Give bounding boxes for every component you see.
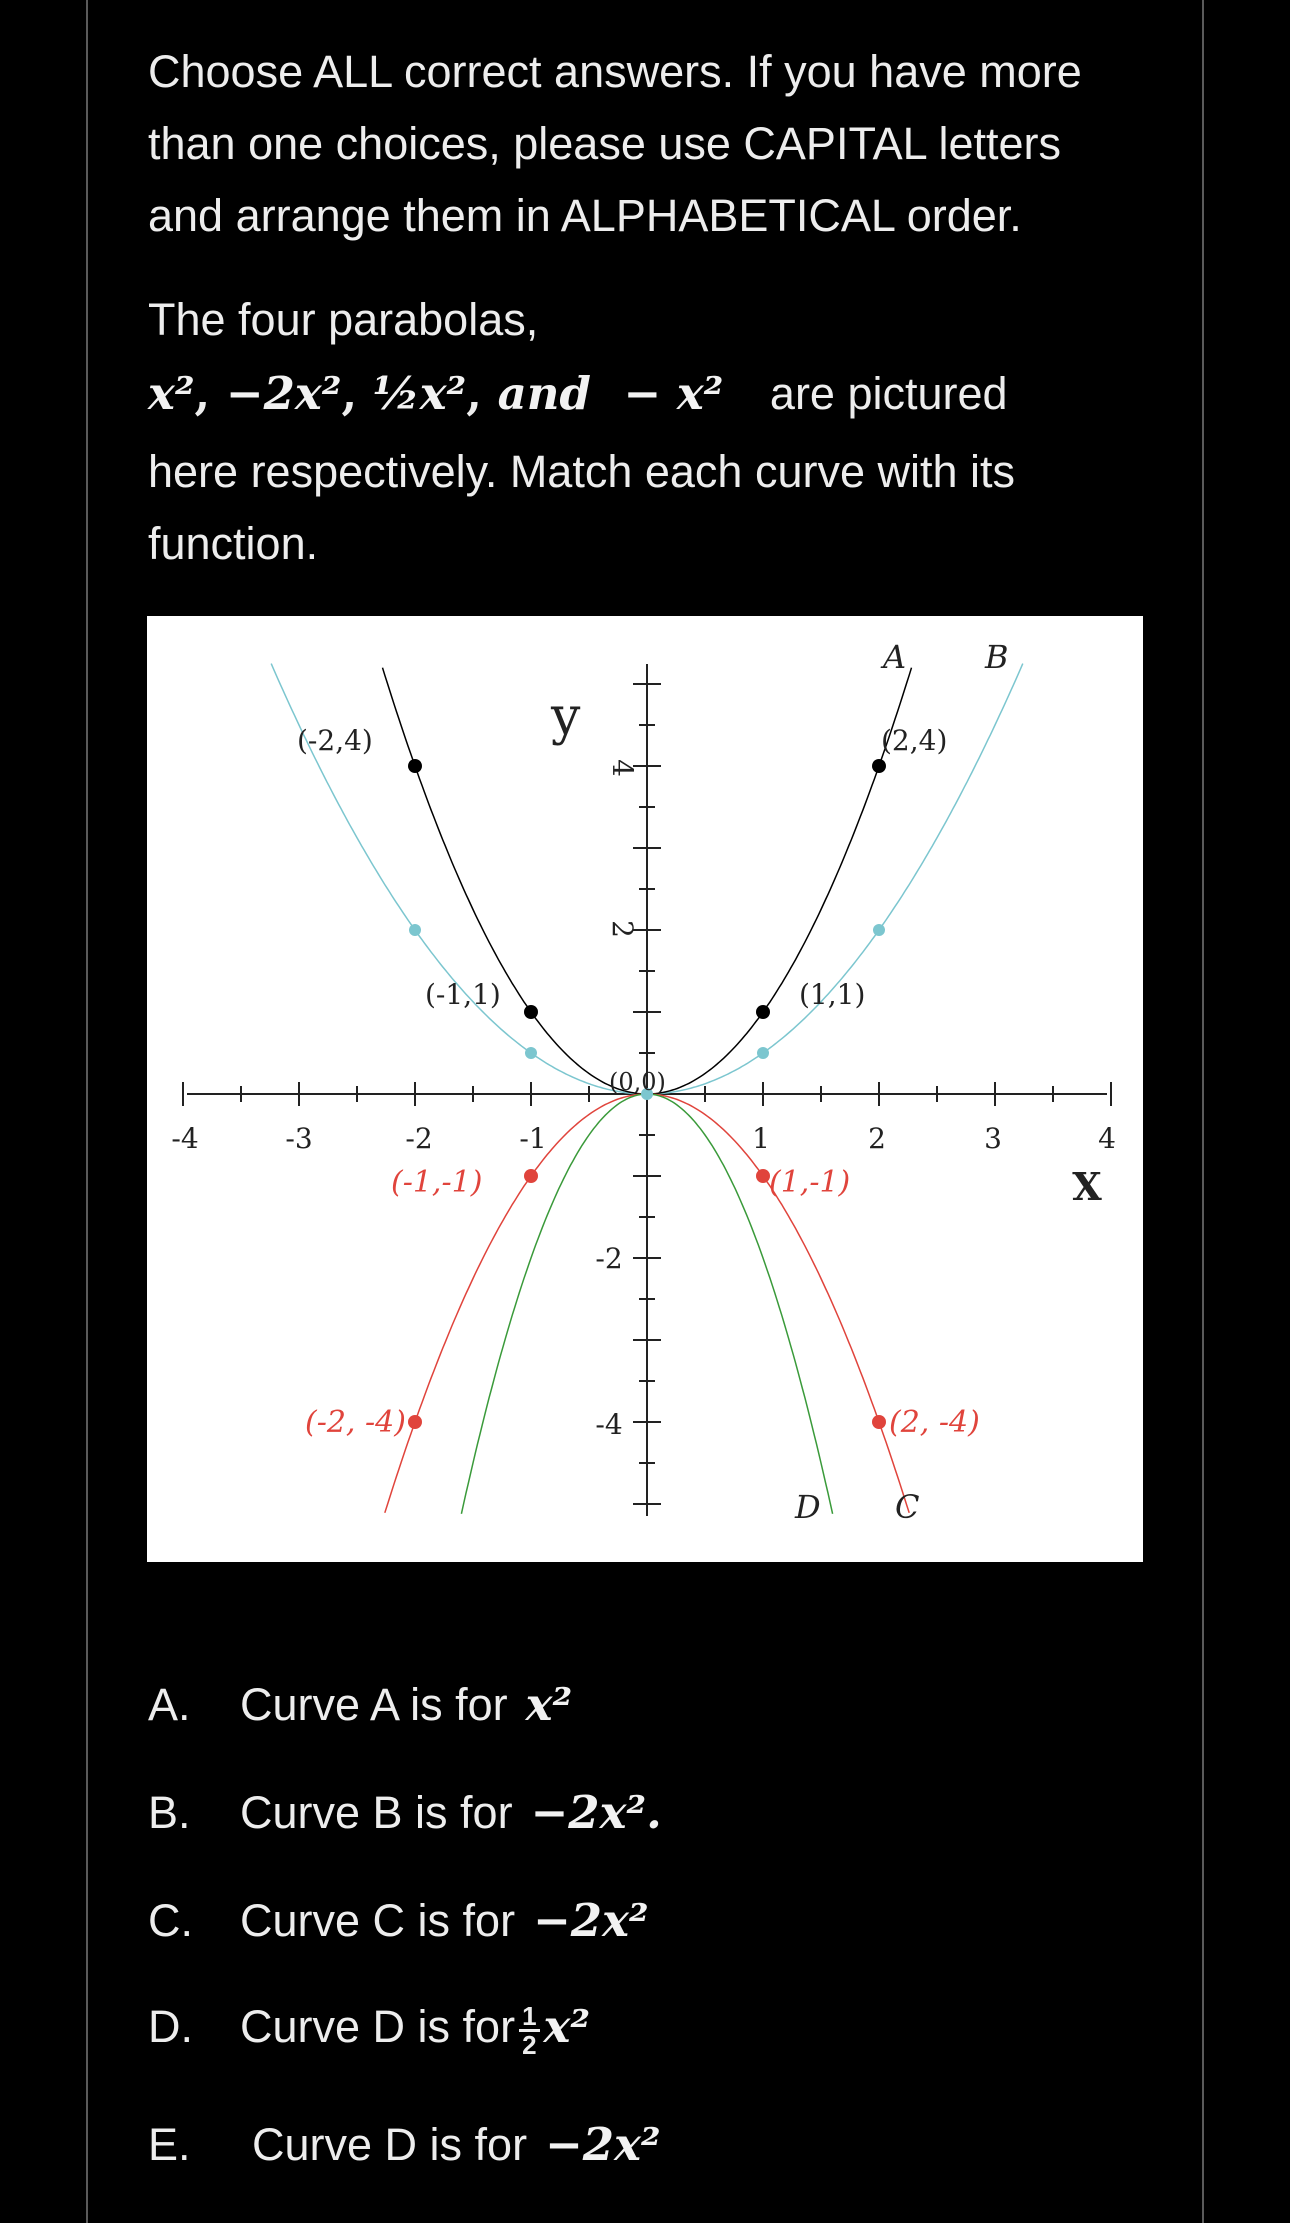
red-point-labels — [305, 1165, 980, 1440]
choice-math: −2x² — [545, 2118, 661, 2171]
x-tick-label: -4 — [171, 1122, 199, 1155]
curve-c-point — [524, 1169, 538, 1183]
x-tick-label: 4 — [1098, 1122, 1116, 1155]
x-axis-label: X — [1072, 1164, 1102, 1209]
curve-c-point — [756, 1169, 770, 1183]
prompt-line-1: The four parabolas, — [148, 294, 539, 345]
label-origin: (0,0) — [609, 1068, 666, 1096]
choice-a[interactable] — [148, 1678, 572, 1731]
curve-b-point — [757, 1047, 769, 1059]
fraction-numerator: 1 — [519, 2003, 539, 2032]
x-tick-label: 1 — [752, 1122, 770, 1155]
curve-c-point — [872, 1415, 886, 1429]
curve-label-d: D — [795, 1488, 821, 1526]
label-neg2-4: (-2,4) — [297, 724, 373, 757]
tick-labels — [171, 759, 1116, 1441]
choice-text: Curve C is for — [240, 1895, 516, 1946]
choice-text: Curve B is for — [240, 1787, 513, 1838]
prompt-functions-line: x², −2x², ½x², and − x² are pictured — [148, 367, 1008, 420]
curve-label-b: B — [985, 638, 1009, 676]
fraction-denominator: 2 — [522, 2029, 537, 2060]
x-tick-label: 2 — [868, 1122, 886, 1155]
choice-letter: C. — [148, 1895, 193, 1946]
fn-neg-x-squared: − x² — [623, 367, 724, 420]
label-pos2-4: (2,4) — [881, 724, 948, 757]
curve-b-point — [873, 924, 885, 936]
choice-d[interactable] — [148, 2000, 590, 2058]
fn-x-squared: x² — [148, 367, 195, 420]
choice-text: Curve D is for — [252, 2119, 528, 2170]
choice-math: x² — [525, 1678, 573, 1731]
curve-label-c: C — [895, 1488, 920, 1526]
graph-svg — [147, 616, 1143, 1562]
label-neg1-1: (-1,1) — [425, 978, 501, 1011]
curve-label-a: A — [883, 638, 907, 676]
choice-letter: E. — [148, 2119, 191, 2170]
curve-b-point — [409, 924, 421, 936]
y-axis-label: y — [551, 687, 581, 747]
label-pos2-neg4: (2, -4) — [889, 1405, 980, 1440]
choice-math: −2x². — [530, 1786, 662, 1839]
prompt-line-4: function. — [148, 518, 319, 569]
point-labels — [297, 724, 947, 1096]
choice-math: −2x² — [533, 1894, 649, 1947]
instructions-text: Choose ALL correct answers. If you have more than one choices, please use CAPITAL letters and arrange them in ALPHABETICAL order. — [148, 46, 1082, 241]
left-border-rule — [86, 0, 88, 2223]
label-neg1-neg1: (-1,-1) — [391, 1165, 483, 1200]
y-tick-label: -4 — [595, 1408, 623, 1441]
x-tick-label: -3 — [285, 1122, 313, 1155]
curve-labels — [794, 638, 1009, 1526]
x-tick-label: -2 — [405, 1122, 433, 1155]
y-tick-label: 4 — [606, 759, 639, 777]
label-neg2-neg4: (-2, -4) — [305, 1405, 406, 1440]
choice-letter: D. — [148, 2001, 193, 2052]
curve-a-point — [408, 759, 422, 773]
choice-letter: A. — [148, 1679, 191, 1730]
fn-neg2-x-squared: −2x² — [225, 367, 342, 420]
choice-math: x² — [543, 2000, 591, 2053]
curve-c-point — [408, 1415, 422, 1429]
choice-text: Curve D is for — [240, 2001, 516, 2052]
prompt-after-text: are pictured — [769, 368, 1008, 419]
x-tick-label: -1 — [519, 1122, 547, 1155]
fn-and-word: and — [497, 367, 591, 420]
label-pos1-neg1: (1,-1) — [769, 1165, 851, 1200]
prompt-line-3: here respectively. Match each curve with its — [148, 446, 1016, 497]
y-tick-label: -2 — [595, 1242, 623, 1275]
parabola-graph — [147, 616, 1143, 1562]
y-tick-label: 2 — [606, 920, 639, 938]
half-fraction — [519, 2000, 539, 2060]
curve-a-point — [524, 1005, 538, 1019]
right-border-rule — [1202, 0, 1204, 2223]
choice-letter: B. — [148, 1787, 191, 1838]
fn-half-x-squared: ½x² — [372, 367, 467, 420]
choice-e[interactable] — [148, 2118, 661, 2171]
x-tick-label: 3 — [984, 1122, 1002, 1155]
choice-b[interactable] — [148, 1786, 662, 1839]
curve-a-point — [872, 759, 886, 773]
choice-c[interactable] — [148, 1894, 649, 1947]
curve-a-point — [756, 1005, 770, 1019]
choice-text: Curve A is for — [240, 1679, 508, 1730]
label-pos1-1: (1,1) — [799, 978, 866, 1011]
curve-b-point — [525, 1047, 537, 1059]
